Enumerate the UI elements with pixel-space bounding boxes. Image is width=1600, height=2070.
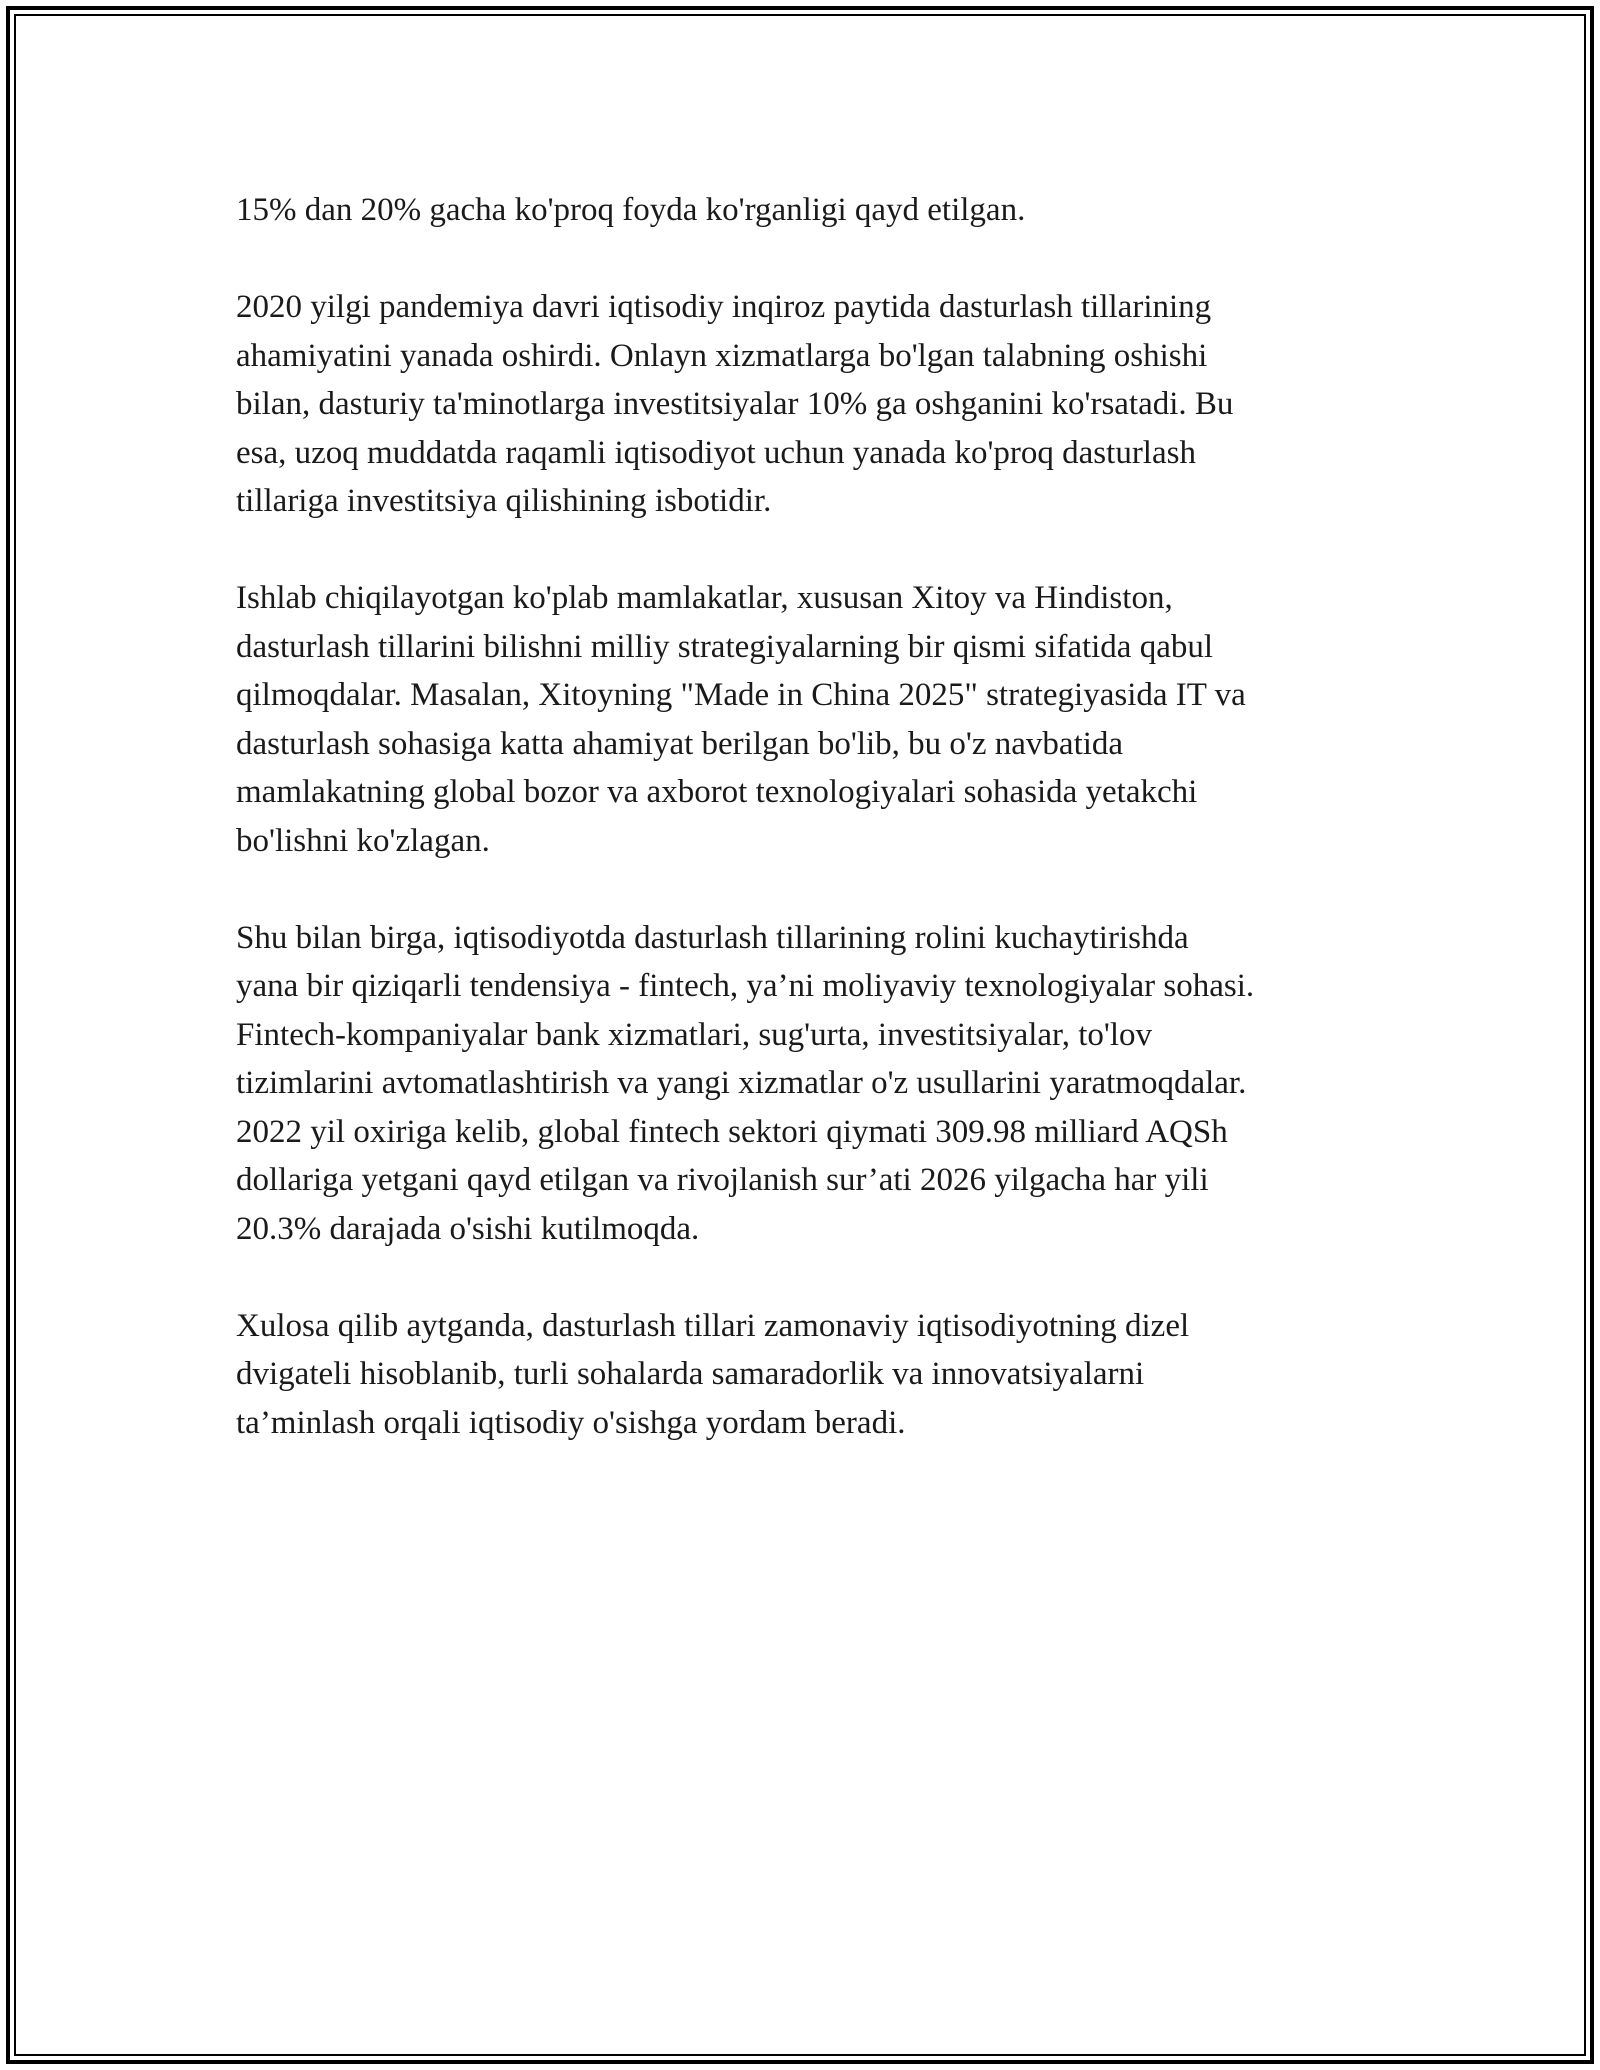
text-line: 2020 yilgi pandemiya davri iqtisodiy inqiroz paytida dasturlash tillarining [236, 289, 1212, 325]
text-line: 15% dan 20% gacha ko'proq foyda ko'rganligi qayd etilgan. [236, 192, 1026, 228]
text-line: 2022 yil oxiriga kelib, global fintech sektori qiymati 309.98 milliard AQSh [236, 1113, 1228, 1150]
text-line: 20.3% darajada o'sishi kutilmoqda. [236, 1210, 700, 1247]
text-line: dasturlash sohasiga katta ahamiyat berilgan bo'lib, bu o'z navbatida [236, 725, 1124, 762]
paragraph-2 [236, 283, 1386, 526]
text-line: ahamiyatini yanada oshirdi. Onlayn xizmatlarga bo'lgan talabning oshishi [236, 337, 1208, 374]
paragraph-4 [236, 914, 1386, 1254]
paragraph-1 [236, 186, 1386, 235]
text-line: qilmoqdalar. Masalan, Xitoyning "Made in China 2025" strategiyasida IT va [236, 677, 1246, 713]
paragraph-5 [236, 1302, 1386, 1448]
text-line: tizimlarini avtomatlashtirish va yangi xizmatlar o'z usullarini yaratmoqdalar. [236, 1065, 1247, 1101]
text-line: esa, uzoq muddatda raqamli iqtisodiyot uchun yanada ko'proq dasturlash [236, 434, 1196, 471]
text-line: dollariga yetgani qayd etilgan va rivojlanish sur’ati 2026 yilgacha har yili [236, 1162, 1209, 1198]
text-line: bilan, dasturiy ta'minotlarga investitsiyalar 10% ga oshganini ko'rsatadi. Bu [236, 386, 1234, 422]
text-line: Xulosa qilib aytganda, dasturlash tillari zamonaviy iqtisodiyotning dizel [236, 1307, 1190, 1344]
text-line: tillariga investitsiya qilishining isbotidir. [236, 483, 772, 519]
document-body [236, 186, 1386, 1496]
text-line: bo'lishni ko'zlagan. [236, 822, 490, 859]
text-line: ta’minlash orqali iqtisodiy o'sishga yordam beradi. [236, 1404, 906, 1441]
text-line: mamlakatning global bozor va axborot texnologiyalari sohasida yetakchi [236, 774, 1198, 810]
text-line: Ishlab chiqilayotgan ko'plab mamlakatlar, xususan Xitoy va Hindiston, [236, 580, 1173, 616]
text-line: dvigateli hisoblanib, turli sohalarda samaradorlik va innovatsiyalarni [236, 1356, 1145, 1392]
text-line: dasturlash tillarini bilishni milliy strategiyalarning bir qismi sifatida qabul [236, 628, 1214, 665]
paragraph-3 [236, 574, 1386, 865]
text-line: Shu bilan birga, iqtisodiyotda dasturlash tillarining rolini kuchaytirishda [236, 919, 1189, 956]
text-line: yana bir qiziqarli tendensiya - fintech, ya’ni moliyaviy texnologiyalar sohasi. [236, 968, 1255, 1004]
text-line: Fintech-kompaniyalar bank xizmatlari, sug'urta, investitsiyalar, to'lov [236, 1016, 1153, 1053]
